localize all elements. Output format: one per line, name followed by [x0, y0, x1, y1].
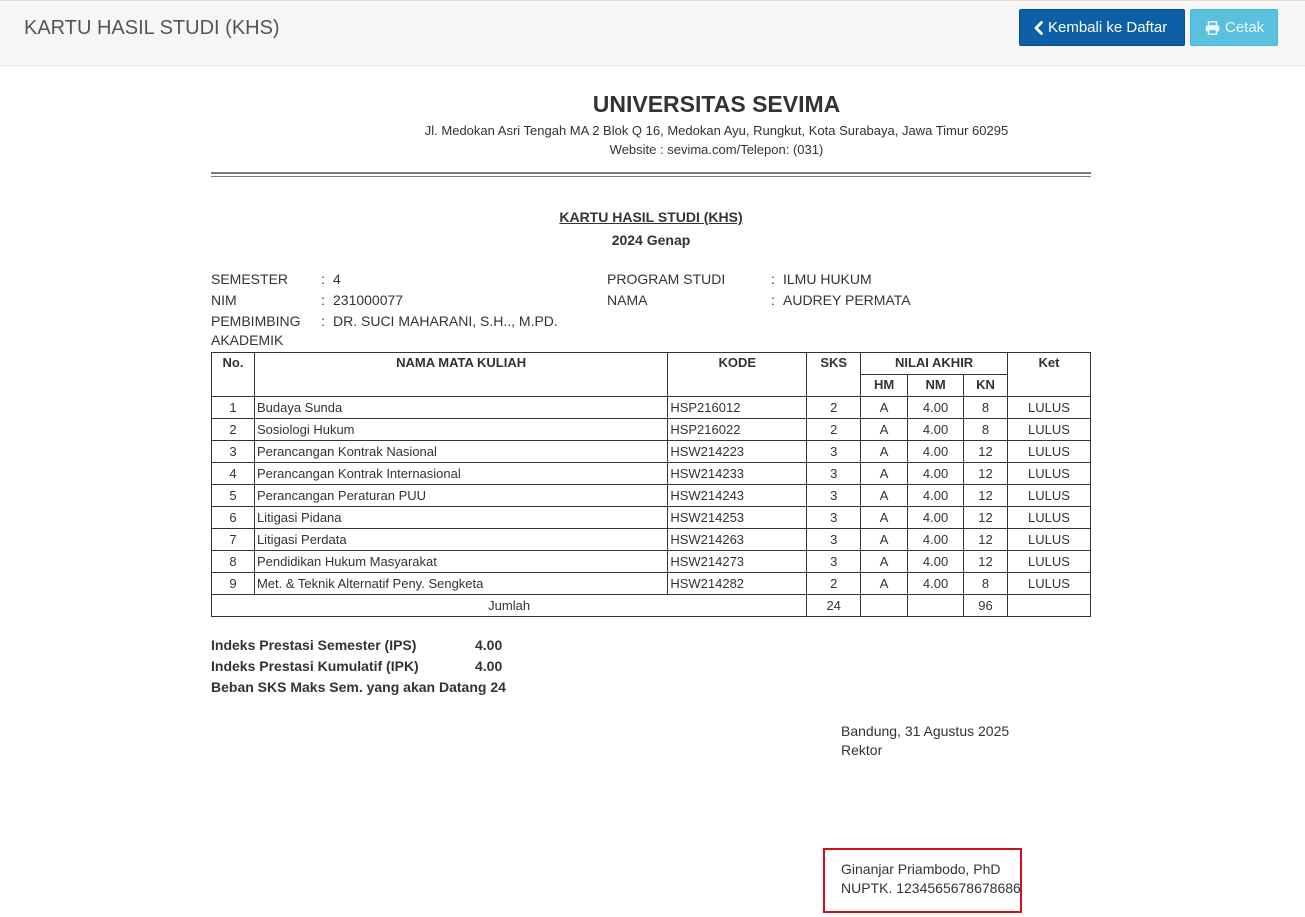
cell-no: 1: [212, 397, 255, 419]
cell-kn: 12: [964, 529, 1008, 551]
cell-code: HSP216022: [668, 419, 807, 441]
signatory-id: NUPTK. 1234565678678686: [841, 880, 1021, 896]
cell-kn: 12: [964, 485, 1008, 507]
institution-address: Jl. Medokan Asri Tengah MA 2 Blok Q 16, Medokan Ayu, Rungkut, Kota Surabaya, Jawa Timur 60295: [424, 123, 1009, 138]
cell-sks: 3: [807, 551, 861, 573]
cell-no: 4: [212, 463, 255, 485]
student-info: [211, 270, 1091, 350]
advisor-colon: :: [321, 313, 325, 329]
header-no: No.: [212, 353, 255, 397]
cell-note: LULUS: [1008, 507, 1091, 529]
grade-summary: [211, 637, 611, 707]
cell-nm: 4.00: [908, 441, 964, 463]
header-divider-thin: [211, 176, 1091, 177]
signature-role: Rektor: [841, 742, 883, 758]
cell-hm: A: [861, 573, 908, 595]
program-label: PROGRAM STUDI: [607, 271, 726, 287]
nim-colon: :: [321, 292, 325, 308]
cell-sks: 2: [807, 573, 861, 595]
total-hm-empty: [861, 595, 908, 617]
cell-hm: A: [861, 463, 908, 485]
header-course: NAMA MATA KULIAH: [254, 353, 667, 397]
cell-course: Perancangan Kontrak Internasional: [254, 463, 667, 485]
cell-code: HSW214253: [668, 507, 807, 529]
institution-contact: Website : sevima.com/Telepon: (031): [609, 142, 824, 157]
signatory-name: Ginanjar Priambodo, PhD: [841, 861, 1001, 877]
cell-nm: 4.00: [908, 551, 964, 573]
total-row: [212, 595, 1091, 617]
cell-kn: 12: [964, 551, 1008, 573]
cell-code: HSW214263: [668, 529, 807, 551]
cell-code: HSP216012: [668, 397, 807, 419]
cell-course: Litigasi Perdata: [254, 529, 667, 551]
cell-hm: A: [861, 551, 908, 573]
institution-name: UNIVERSITAS SEVIMA: [592, 91, 841, 117]
program-colon: :: [771, 271, 775, 287]
back-button-label: Kembali ke Daftar: [1048, 19, 1168, 36]
cell-code: HSW214223: [668, 441, 807, 463]
cell-nm: 4.00: [908, 507, 964, 529]
ipk-label: Indeks Prestasi Kumulatif (IPK): [211, 658, 419, 674]
semester-colon: :: [321, 271, 325, 287]
cell-sks: 3: [807, 485, 861, 507]
cell-no: 6: [212, 507, 255, 529]
cell-hm: A: [861, 397, 908, 419]
header-divider: [211, 172, 1091, 174]
nim-label: NIM: [211, 292, 237, 308]
cell-no: 5: [212, 485, 255, 507]
cell-no: 8: [212, 551, 255, 573]
total-kn: 96: [964, 595, 1008, 617]
cell-hm: A: [861, 507, 908, 529]
name-value: AUDREY PERMATA: [783, 292, 911, 308]
cell-kn: 8: [964, 397, 1008, 419]
cell-note: LULUS: [1008, 463, 1091, 485]
cell-note: LULUS: [1008, 441, 1091, 463]
top-bar: [0, 0, 1305, 66]
cell-nm: 4.00: [908, 463, 964, 485]
total-note-empty: [1008, 595, 1091, 617]
header-nm: NM: [908, 375, 964, 397]
cell-note: LULUS: [1008, 573, 1091, 595]
semester-label: SEMESTER: [211, 271, 289, 287]
cell-course: Budaya Sunda: [254, 397, 667, 419]
report-title: KARTU HASIL STUDI (KHS): [559, 209, 743, 225]
cell-kn: 12: [964, 441, 1008, 463]
printer-icon: [1205, 21, 1220, 35]
cell-code: HSW214243: [668, 485, 807, 507]
cell-sks: 2: [807, 419, 861, 441]
cell-kn: 8: [964, 419, 1008, 441]
cell-sks: 3: [807, 507, 861, 529]
print-button[interactable]: [1190, 9, 1278, 46]
nim-value: 231000077: [333, 292, 404, 308]
cell-note: LULUS: [1008, 397, 1091, 419]
cell-hm: A: [861, 485, 908, 507]
signature-place-date: Bandung, 31 Agustus 2025: [841, 723, 1010, 739]
cell-sks: 3: [807, 441, 861, 463]
cell-sks: 3: [807, 529, 861, 551]
cell-nm: 4.00: [908, 573, 964, 595]
total-nm-empty: [908, 595, 964, 617]
advisor-value: DR. SUCI MAHARANI, S.H.., M.PD.: [333, 313, 558, 329]
table-row: [212, 397, 1091, 419]
header-sks: SKS: [807, 353, 861, 397]
grades-table: [211, 352, 1091, 617]
cell-course: Perancangan Kontrak Nasional: [254, 441, 667, 463]
cell-no: 7: [212, 529, 255, 551]
ips-value: 4.00: [475, 637, 503, 653]
cell-note: LULUS: [1008, 551, 1091, 573]
name-label: NAMA: [607, 292, 648, 308]
cell-course: Met. & Teknik Alternatif Peny. Sengketa: [254, 573, 667, 595]
next-load-label: Beban SKS Maks Sem. yang akan Datang 24: [211, 679, 506, 695]
header-note: Ket: [1008, 353, 1091, 397]
print-button-label: Cetak: [1225, 19, 1265, 36]
cell-course: Litigasi Pidana: [254, 507, 667, 529]
program-value: ILMU HUKUM: [783, 271, 872, 287]
table-row: [212, 419, 1091, 441]
table-row: [212, 529, 1091, 551]
table-row: [212, 463, 1091, 485]
header-hm: HM: [861, 375, 908, 397]
table-row: [212, 485, 1091, 507]
cell-sks: 3: [807, 463, 861, 485]
name-colon: :: [771, 292, 775, 308]
cell-no: 2: [212, 419, 255, 441]
cell-note: LULUS: [1008, 529, 1091, 551]
cell-course: Sosiologi Hukum: [254, 419, 667, 441]
page-title: KARTU HASIL STUDI (KHS): [24, 17, 280, 39]
cell-course: Pendidikan Hukum Masyarakat: [254, 551, 667, 573]
cell-sks: 2: [807, 397, 861, 419]
cell-code: HSW214233: [668, 463, 807, 485]
cell-hm: A: [861, 441, 908, 463]
ipk-value: 4.00: [475, 658, 503, 674]
cell-no: 3: [212, 441, 255, 463]
cell-nm: 4.00: [908, 419, 964, 441]
cell-note: LULUS: [1008, 485, 1091, 507]
cell-course: Perancangan Peraturan PUU: [254, 485, 667, 507]
header-code: KODE: [668, 353, 807, 397]
advisor-label: PEMBIMBING: [211, 313, 301, 329]
total-label: Jumlah: [212, 595, 807, 617]
table-row: [212, 551, 1091, 573]
cell-nm: 4.00: [908, 529, 964, 551]
cell-nm: 4.00: [908, 485, 964, 507]
table-row: [212, 507, 1091, 529]
cell-hm: A: [861, 529, 908, 551]
header-kn: KN: [964, 375, 1008, 397]
cell-no: 9: [212, 573, 255, 595]
back-to-list-button[interactable]: [1019, 9, 1185, 46]
table-row: [212, 441, 1091, 463]
total-sks: 24: [807, 595, 861, 617]
chevron-left-icon: [1034, 21, 1043, 35]
cell-hm: A: [861, 419, 908, 441]
table-row: [212, 573, 1091, 595]
cell-code: HSW214282: [668, 573, 807, 595]
cell-code: HSW214273: [668, 551, 807, 573]
cell-kn: 12: [964, 507, 1008, 529]
semester-value: 4: [333, 271, 341, 287]
ips-label: Indeks Prestasi Semester (IPS): [211, 637, 417, 653]
header-final-grade: NILAI AKHIR: [861, 353, 1008, 375]
cell-kn: 12: [964, 463, 1008, 485]
cell-nm: 4.00: [908, 397, 964, 419]
cell-note: LULUS: [1008, 419, 1091, 441]
advisor-label-2: AKADEMIK: [211, 332, 284, 348]
report-period: 2024 Genap: [611, 232, 691, 248]
cell-kn: 8: [964, 573, 1008, 595]
